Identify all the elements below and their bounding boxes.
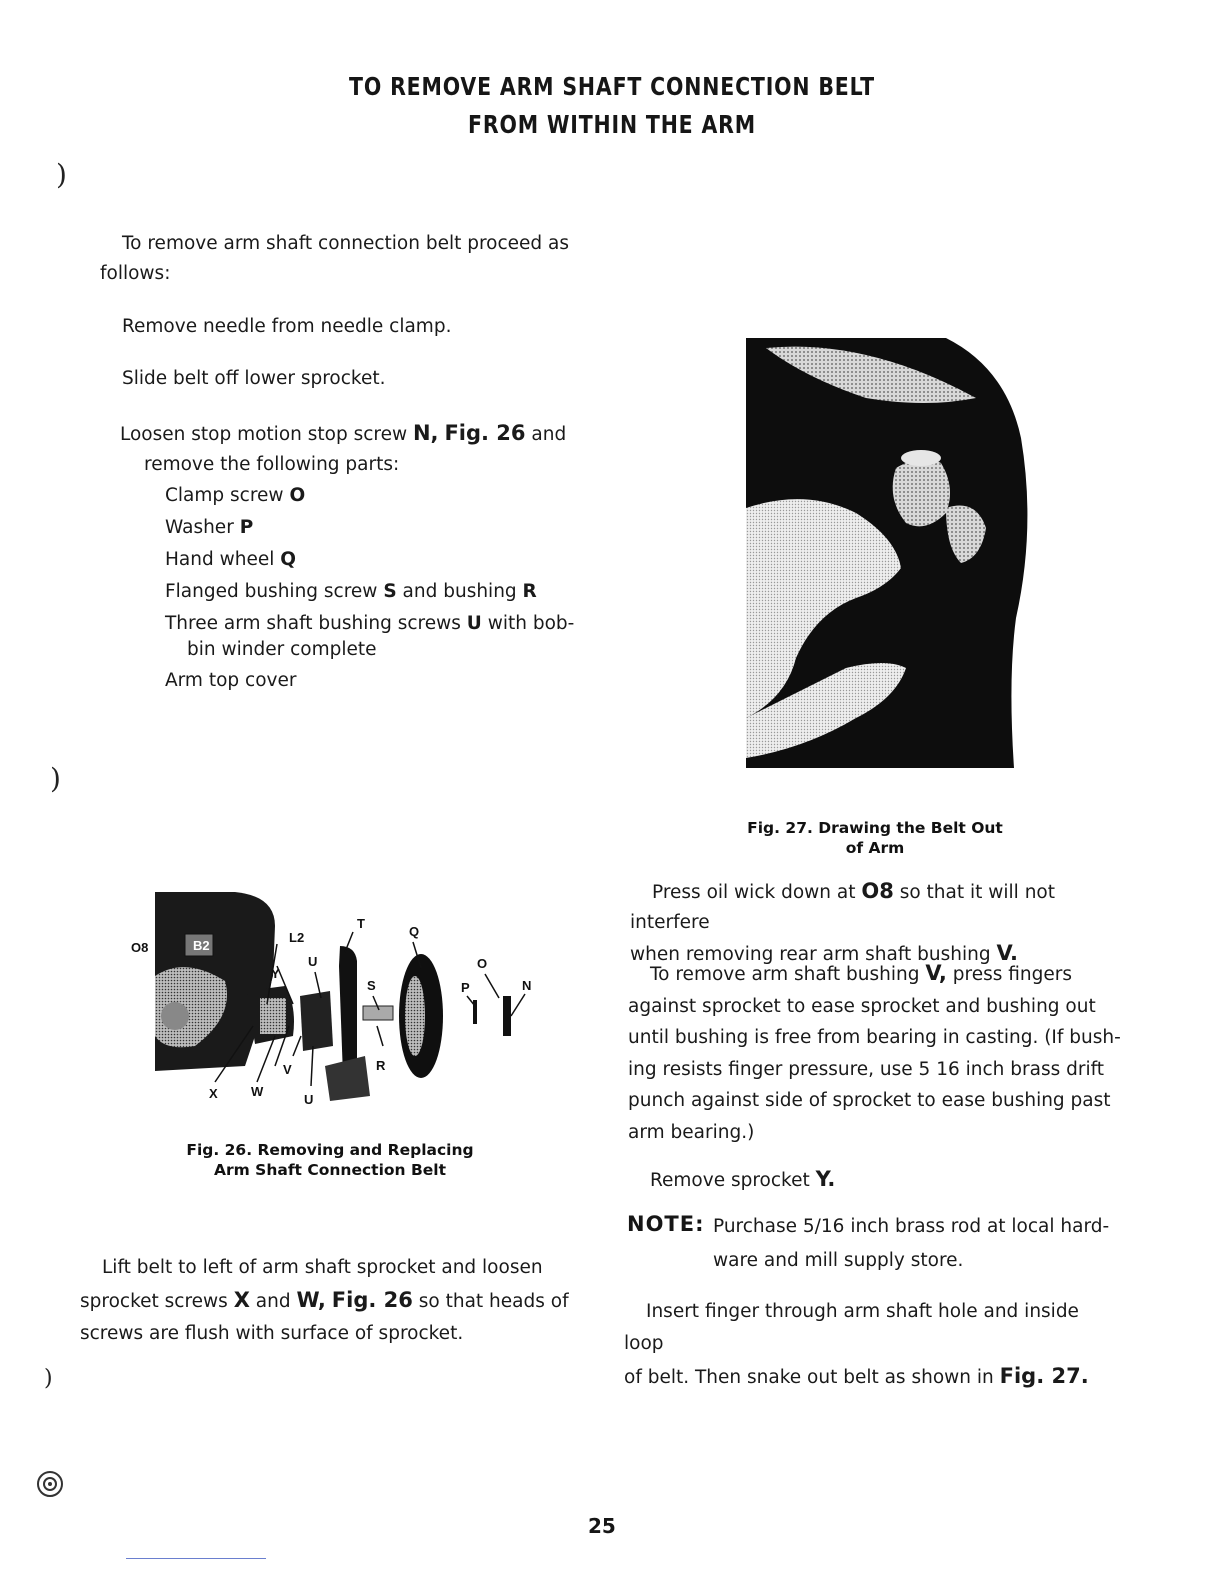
fig26-label-Q: Q (409, 924, 420, 939)
fig27-caption-line2: of Arm (845, 839, 905, 857)
lift-text: sprocket screws (80, 1291, 234, 1312)
fig26-caption-line1: Fig. 26. Removing and Replacing (186, 1141, 474, 1159)
oil-line1 (630, 876, 1126, 938)
key-X: X (233, 1288, 250, 1312)
fig27-photo-image (746, 338, 1032, 768)
fig26-diagram (125, 886, 555, 1108)
step-slide-belt: Slide belt off lower sprocket. (122, 368, 386, 389)
fig-27-ref: Fig. 27. (999, 1364, 1089, 1388)
part-washer (165, 512, 605, 544)
oil-text: so that it will not interfere (630, 882, 1055, 933)
key-O8: O8 (861, 879, 894, 903)
fig26-label-L2: L2 (289, 930, 305, 945)
part-text: and bushing (396, 581, 523, 602)
fig-26-ref: Fig. 26 (331, 1288, 413, 1312)
lift-line3: screws are flush with surface of sprocket. (80, 1323, 464, 1344)
emblem-icon (36, 1470, 64, 1498)
remove-bushing-paragraph (628, 958, 1124, 1148)
intro-paragraph (100, 229, 610, 289)
insert-finger-paragraph (624, 1296, 1124, 1394)
part-arm-shaft-screws (165, 608, 605, 663)
key-Y: Y. (815, 1167, 836, 1191)
bush-text: press fingers (946, 964, 1073, 985)
lift-belt-paragraph (80, 1252, 580, 1350)
insert-line1: Insert finger through arm shaft hole and inside loop (624, 1301, 1079, 1354)
key-W: W, (296, 1288, 326, 1312)
bush-line6: arm bearing.) (628, 1121, 755, 1143)
part-text: Clamp screw (165, 485, 290, 506)
fig26-label-S: S (367, 978, 376, 993)
fig27-photo (746, 338, 1032, 768)
part-text: Washer (165, 517, 240, 538)
key-N: N, (412, 421, 439, 445)
fig26-diagram-image (125, 886, 555, 1108)
remove-sprocket-step (650, 1164, 835, 1196)
fig26-label-B2: B2 (193, 938, 210, 953)
parts-list (165, 480, 605, 697)
bottom-rule (126, 1558, 266, 1559)
bush-text: To remove arm shaft bushing (650, 964, 926, 985)
key-R: R (522, 581, 537, 602)
fig26-label-N: N (522, 978, 532, 993)
fig26-label-W: W (251, 1084, 264, 1099)
page-number: 25 (588, 1514, 616, 1538)
fig26-label-P: P (461, 980, 470, 995)
lift-text: and (249, 1291, 297, 1312)
part-flanged-bushing (165, 576, 605, 608)
margin-mark-2: ) (50, 762, 61, 795)
key-S: S (383, 581, 397, 602)
key-P: P (239, 517, 254, 538)
fig26-label-U-top: U (308, 954, 318, 969)
part-text: Flanged bushing screw (165, 581, 384, 602)
bush-line5: punch against side of sprocket to ease bushing past (628, 1090, 1111, 1111)
fig26-caption-line2: Arm Shaft Connection Belt (213, 1161, 447, 1179)
page-title-line2: FROM WITHIN THE ARM (468, 110, 756, 139)
oil-wick-paragraph (630, 876, 1126, 970)
bush-line2: against sprocket to ease sprocket and bushing out (628, 995, 1096, 1017)
part-text: with bob- (481, 613, 575, 634)
step-loosen-line1 (120, 418, 610, 450)
fig-26-ref: Fig. 26 (444, 421, 526, 445)
oil-text: when removing rear arm shaft bushing (630, 944, 997, 965)
key-U: U (466, 613, 482, 634)
fig26-label-X: X (209, 1086, 218, 1101)
fig27-caption (730, 818, 1020, 858)
bush-line3: until bushing is free from bearing in casting. (If bush- (628, 1027, 1121, 1048)
fig26-label-R: R (376, 1058, 386, 1073)
fig26-label-U-bottom: U (304, 1092, 314, 1107)
sprocket-text: Remove sprocket (650, 1170, 816, 1191)
fig26-label-Y: Y (271, 966, 280, 981)
fig26-label-V: V (283, 1062, 292, 1077)
part-hand-wheel (165, 544, 605, 576)
lift-line1: Lift belt to left of arm shaft sprocket and loosen (102, 1257, 543, 1278)
margin-mark-1: ) (56, 158, 67, 191)
part-text: Hand wheel (165, 549, 281, 570)
note-label: NOTE: (627, 1212, 705, 1236)
intro-line1: To remove arm shaft connection belt proceed as (122, 233, 570, 254)
fig26-caption (165, 1140, 495, 1180)
margin-mark-3: ) (44, 1366, 53, 1391)
bush-line1 (628, 958, 1124, 991)
part-clamp-screw (165, 480, 605, 512)
key-O: O (289, 485, 306, 506)
step-loosen-line2: remove the following parts: (144, 454, 400, 475)
note-line1: Purchase 5/16 inch brass rod at local hard- (713, 1216, 1110, 1237)
part-arm-top-cover: Arm top cover (165, 670, 297, 691)
fig27-caption-line1: Fig. 27. Drawing the Belt Out (747, 819, 1003, 837)
note-line2: ware and mill supply store. (713, 1250, 964, 1271)
key-Q: Q (280, 549, 296, 570)
part-text: Three arm shaft bushing screws (165, 613, 467, 634)
part-text-line2: bin winder complete (187, 639, 377, 660)
fig26-label-O8: O8 (131, 940, 149, 955)
insert-line2 (624, 1360, 1124, 1394)
step-loosen-and: and (525, 424, 567, 445)
oil-text: Press oil wick down at (652, 882, 862, 903)
insert-text: of belt. Then snake out belt as shown in (624, 1367, 1000, 1388)
lift-line2 (80, 1284, 580, 1318)
step-loosen-text: Loosen stop motion stop screw (120, 424, 413, 445)
bush-line4: ing resists finger pressure, use 5 16 inch brass drift (628, 1058, 1105, 1080)
fig26-label-T: T (357, 916, 365, 931)
lift-text: so that heads of (412, 1291, 569, 1312)
key-V: V. (996, 941, 1018, 965)
step-remove-needle: Remove needle from needle clamp. (122, 316, 452, 337)
page-title-line1: TO REMOVE ARM SHAFT CONNECTION BELT (349, 72, 875, 101)
step-loosen-screw (120, 418, 610, 480)
intro-line2: follows: (100, 263, 171, 284)
fig26-label-O: O (477, 956, 488, 971)
key-V: V, (925, 961, 947, 985)
